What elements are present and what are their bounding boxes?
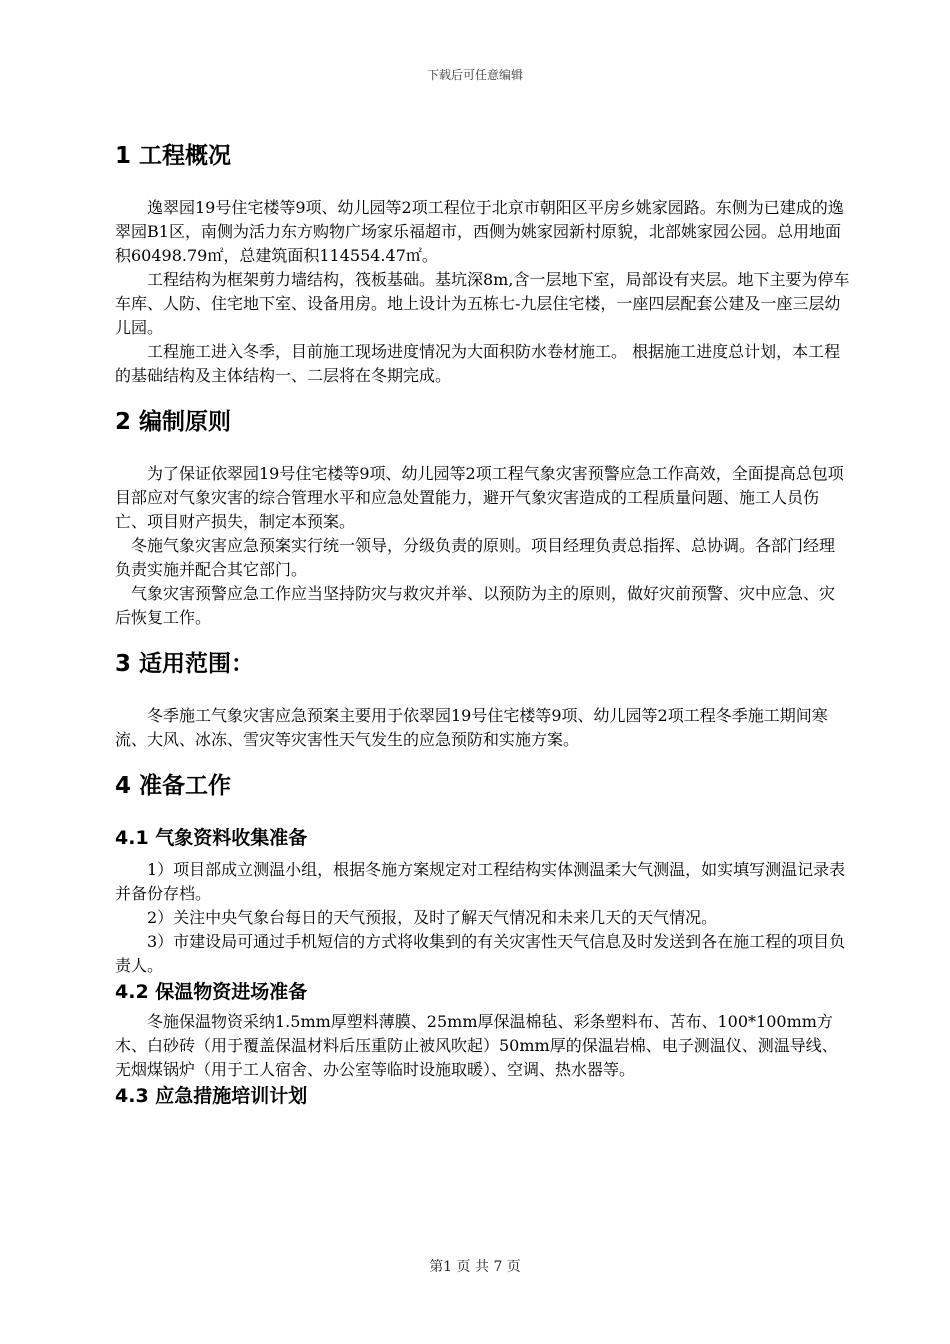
subsection-4-1-item-3: 3）市建设局可通过手机短信的方式将收集到的有关灾害性天气信息及时发送到各在施工程的项目负责人。 <box>115 932 846 975</box>
section-1-paragraph-2: 工程结构为框架剪力墙结构，筏板基础。基坑深8m,含一层地下室，局部设有夹层。地下主要为停车车库、人防、住宅地下室、设备用房。地上设计为五栋七-九层住宅楼，一座四层配套公建及一座三层幼儿园。 <box>115 270 850 337</box>
section-2-paragraph-1: 为了保证依翠园19号住宅楼等9项、幼儿园等2项工程气象灾害预警应急工作高效，全面提高总包项目部应对气象灾害的综合管理水平和应急处置能力，避开气象灾害造成的工程质量问题、施工人员伤亡、项目财产损失，制定本预案。 <box>115 464 844 531</box>
section-2-paragraph-2: 冬施气象灾害应急预案实行统一领导，分级负责的原则。项目经理负责总指挥、总协调。各部门经理负责实施并配合其它部门。 <box>115 536 836 579</box>
document-body <box>115 140 850 1110</box>
section-2-paragraph-3: 气象灾害预警应急工作应当坚持防灾与救灾并举、以预防为主的原则，做好灾前预警、灾中应急、灾后恢复工作。 <box>115 584 836 627</box>
subsection-4-1-item-2: 2）关注中央气象台每日的天气预报，及时了解天气情况和未来几天的天气情况。 <box>147 908 718 927</box>
section-1-paragraph-3: 工程施工进入冬季，目前施工现场进度情况为大面积防水卷材施工。 根据施工进度总计划，本工程的基础结构及主体结构一、二层将在冬期完成。 <box>115 342 841 385</box>
section-4-title: 4 准备工作 <box>115 773 232 799</box>
page-header: 下载后可任意编辑 <box>426 68 523 82</box>
section-1-title: 1 工程概况 <box>115 143 232 169</box>
page-footer: 第1 页 共 7 页 <box>429 1259 521 1275</box>
subsection-4-2-paragraph: 冬施保温物资采纳1.5mm厚塑料薄膜、25mm厚保温棉毡、彩条塑料布、苫布、100*100mm方木、白砂砖（用于覆盖保温材料后压重防止被风吹起）50mm厚的保温岩棉、电子测温仪、测温导线、无烟煤锅炉（用于工人宿舍、办公室等临时设施取暖）、空调、热水器等。 <box>115 1012 838 1079</box>
subsection-4-1-item-1: 1）项目部成立测温小组，根据冬施方案规定对工程结构实体测温柔大气测温，如实填写测温记录表并备份存档。 <box>115 860 846 903</box>
section-3-title: 3 适用范围： <box>115 651 255 677</box>
section-3-paragraph-1: 冬季施工气象灾害应急预案主要用于依翠园19号住宅楼等9项、幼儿园等2项工程冬季施工期间寒流、大风、冰冻、雪灾等灾害性天气发生的应急预防和实施方案。 <box>115 706 828 749</box>
section-2-title: 2 编制原则 <box>115 409 232 435</box>
subsection-4-3-title: 4.3 应急措施培训计划 <box>115 1085 308 1107</box>
subsection-4-1-title: 4.1 气象资料收集准备 <box>115 827 308 849</box>
section-1-paragraph-1: 逸翠园19号住宅楼等9项、幼儿园等2项工程位于北京市朝阳区平房乡姚家园路。东侧为已建成的逸翠园B1区，南侧为活力东方购物广场家乐福超市，西侧为姚家园新村原貌，北部姚家园公园。总用地面积60498.79㎡，总建筑面积114554.47㎡。 <box>115 198 844 265</box>
subsection-4-2-title: 4.2 保温物资进场准备 <box>115 981 308 1003</box>
